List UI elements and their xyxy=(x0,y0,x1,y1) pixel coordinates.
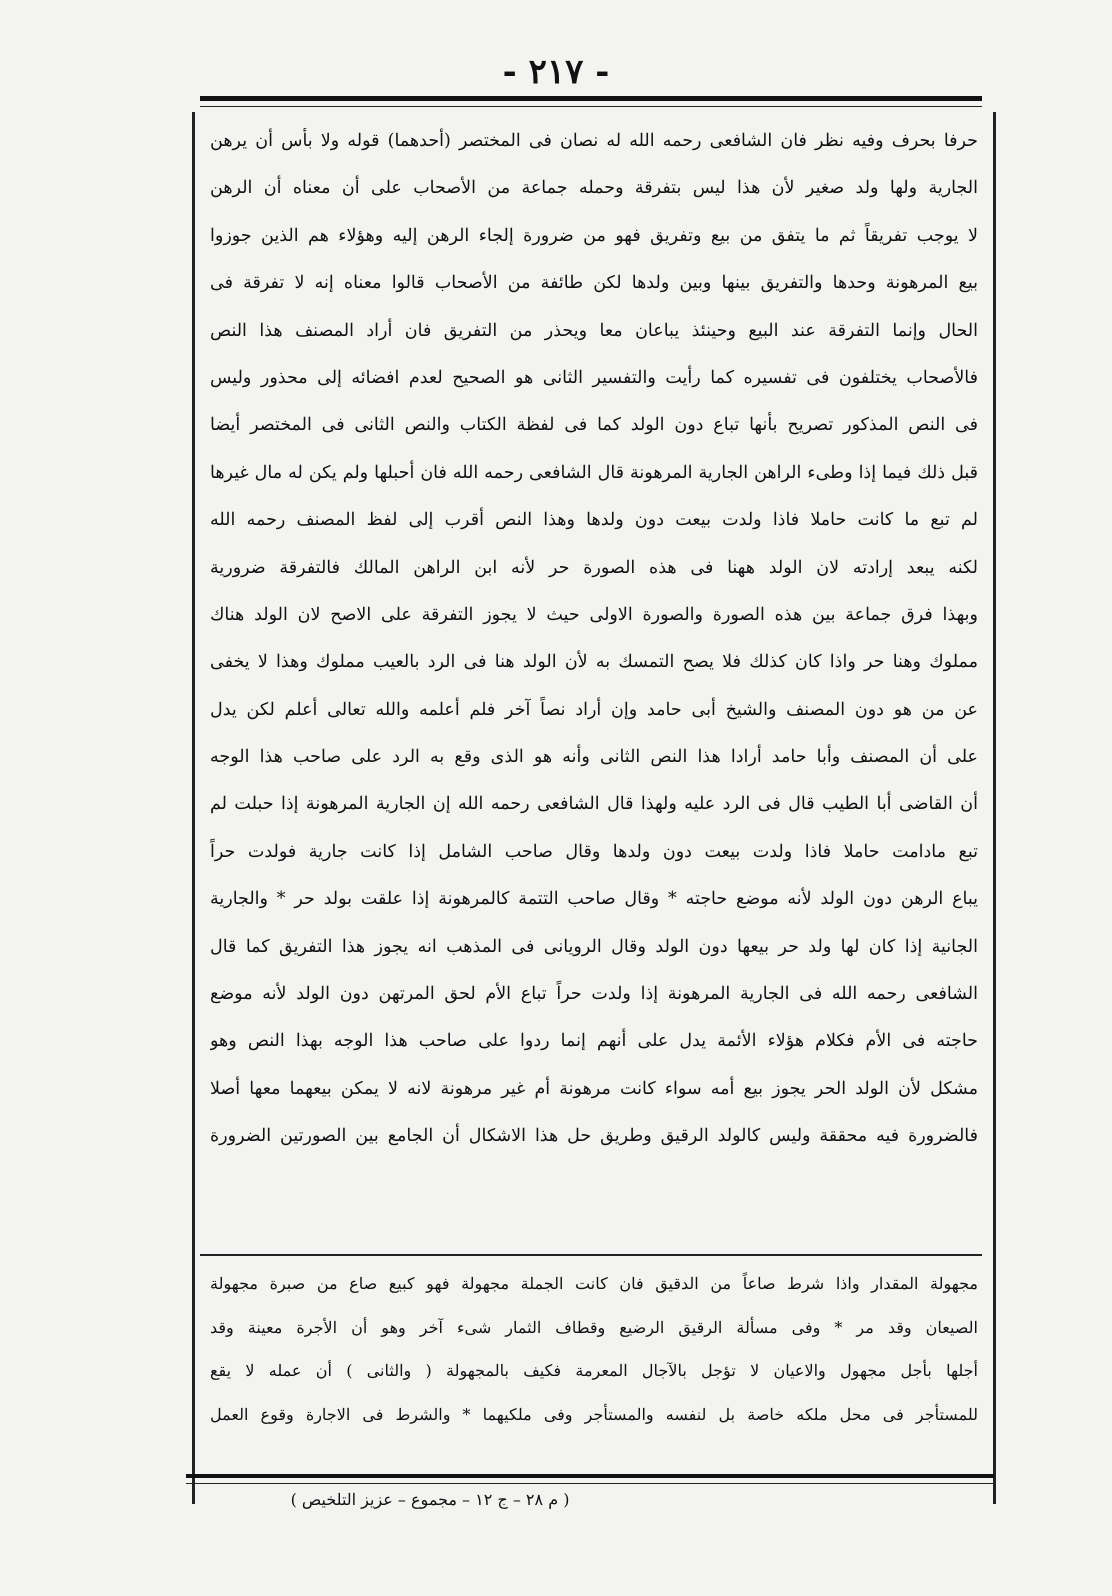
header-rule xyxy=(200,96,982,101)
footer-rule xyxy=(186,1474,994,1478)
text-line: الشافعى رحمه الله فى الجارية المرهونة إذا ولدت حراً تباع الأم لحق المرتهن دون الولد لأنه موضع xyxy=(210,984,978,1005)
text-line: فالأصحاب يختلفون فى تفسيره كما رأيت والتفسير الثانى هو الصحيح لعدم افضائه إلى محذور وليس xyxy=(210,367,978,388)
text-line: قبل ذلك فيما إذا وطىء الراهن الجارية المرهونة قال الشافعى رحمه الله فان أحبلها ولم يكن له مال غيرها xyxy=(210,462,978,483)
footer-rule-thin xyxy=(186,1483,994,1484)
text-line: حاجته فى الأم فكلام هؤلاء الأئمة يدل على أنهم إنما ردوا على صاحب هذا الوجه بهذا النص وهو xyxy=(210,1031,978,1052)
text-line: بيع المرهونة وحدها والتفريق بينها وبين ولدها لكن طائفة من الأصحاب قالوا معناه إنه لا تفرقة فى xyxy=(210,273,978,294)
footnote-line: أجلها بأجل مجهول والاعيان لا تؤجل بالآجال المعرمة فكيف بالمجهولة ( والثانى ) أن عمله لا يقع xyxy=(210,1361,978,1380)
text-line: وبهذا فرق جماعة بين هذه الصورة والصورة الاولى حيث لا يجوز التفرقة على الاصح لان الولد هناك xyxy=(210,604,978,625)
text-line: لم تبع ما كانت حاملا فاذا ولدت بيعت دون ولدها وهذا النص أقرب إلى لفظ المصنف رحمه الله xyxy=(210,510,978,531)
text-line: لكنه يبعد إرادته لان الولد ههنا فى هذه الصورة حر لأنه ابن الراهن المالك فالتفرقة ضرورية xyxy=(210,557,978,578)
text-line: مشكل لأن الولد الحر يجوز بيع أمه سواء كانت مرهونة أم غير مرهونة لانه لا يمكن بيعهما معها أصلا xyxy=(210,1078,978,1099)
page-number: - ٢١٧ - xyxy=(502,52,610,92)
footnote-line: الصيعان وقد مر * وفى مسألة الرقيق الرضيع وقطاف الثمار شىء آخر وهو أن الأجرة معينة وقد xyxy=(210,1317,978,1337)
text-line: حرفا بحرف وفيه نظر فان الشافعى رحمه الله له نصان فى المختصر (أحدهما) قوله ولا بأس أن يرهن xyxy=(210,131,978,151)
text-line: الجانية إذا كان لها ولد حر بيعها دون الولد وقال الرويانى فى المذهب انه يجوز هذا التفريق كما قال xyxy=(210,936,978,957)
text-line: أن القاضى أبا الطيب قال فى الرد عليه ولهذا قال الشافعى رحمه الله إن الجارية المرهونة إذا حبلت لم xyxy=(210,794,978,815)
text-line: يباع الرهن دون الولد لأنه موضع حاجته * وقال صاحب التتمة كالمرهونة إذا علقت بولد حر * والجارية xyxy=(210,889,978,910)
text-line: لا يوجب تفريقاً ثم ما يتفق من بيع وتفريق فهو من ضرورة إلجاء الرهن إليه وهؤلاء هم الذين جوزوا xyxy=(210,225,978,246)
printer-signature: ( م ٢٨ – ج ١٢ – مجموع – عزيز التلخيص ) xyxy=(290,1490,570,1509)
text-line: مملوك وهنا حر واذا كان كذلك فلا يصح التمسك به لأن الولد هنا فى الرد بالعيب مملوك وهذا لا يخفى xyxy=(210,652,978,673)
text-line: عن من هو دون المصنف والشيخ أبى حامد وإن أراد نصاً آخر فلم أعلمه والله تعالى أعلم لكن يدل xyxy=(210,699,978,720)
footnote-line: للمستأجر فى محل ملكه خاصة بل لنفسه والمستأجر وفى ملكيهما * والشرط فى الاجارة وقوع العمل xyxy=(210,1404,978,1424)
footnote-text xyxy=(210,1262,978,1436)
footnote-line: مجهولة المقدار واذا شرط صاعاً من الدقيق فان كانت الجملة مجهولة فهو كبيع صاع من صبرة مجهولة xyxy=(210,1274,978,1293)
text-line: فالضرورة فيه محققة وليس كالولد الرقيق وطريق حل هذا الاشكال أن الجامع بين الصورتين الضرورة xyxy=(210,1126,978,1147)
header-rule-thin xyxy=(200,106,982,107)
text-line: فى النص المذكور تصريح بأنها تباع دون الولد كما فى لفظة الكتاب والنص الثانى فى المختصر أيضا xyxy=(210,415,978,436)
footnote-divider xyxy=(200,1254,982,1256)
text-line: الجارية ولها ولد صغير لأن هذا ليس بتفرقة وحمله جماعة من الأصحاب على أن معناه أن الرهن xyxy=(210,178,978,199)
main-text xyxy=(210,118,978,1161)
text-line: على أن المصنف وأبا حامد أرادا هذا النص الثانى وأنه هو الذى وقع به الرد على صاحب هذا الوجه xyxy=(210,747,978,768)
text-line: تبع مادامت حاملا فاذا ولدت بيعت دون ولدها وقال صاحب الشامل إذا كانت جارية فولدت حراً xyxy=(210,841,978,862)
text-line: الحال وإنما التفرقة عند البيع وحينئذ يباعان معا ويحذر من التفريق فان أراد المصنف هذا النص xyxy=(210,320,978,341)
